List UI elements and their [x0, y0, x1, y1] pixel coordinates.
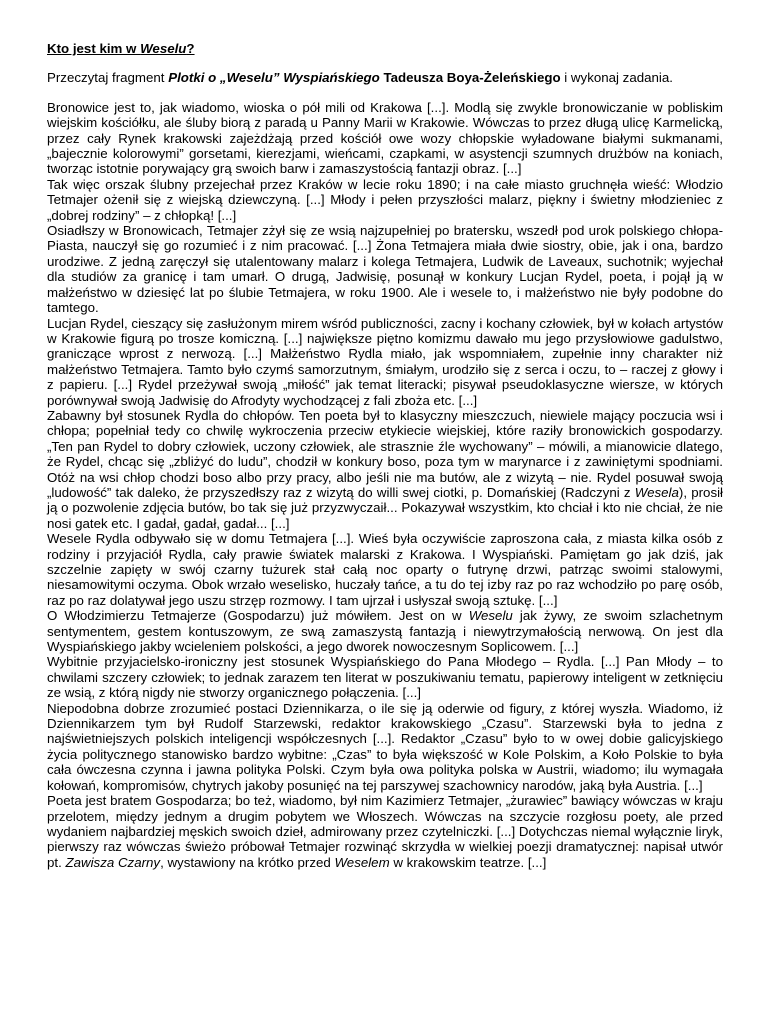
- paragraph: Zabawny był stosunek Rydla do chłopów. Ten poeta był to klasyczny mieszczuch, niewiele mający poczucia wsi i chłopa; popełniał tedy co chwilę wykroczenia przeciw etykiecie wiejskiej, które raziły bronowickich gospodarzy. „Ten pan Rydel to dobry człowiek, uczony człowiek, ale strasznie źle wychowany” – mówili, a mianowicie dlatego, że Rydel, chcąc się „zbliżyć do ludu”, chodził w konkury boso, poza tym w marynarce i z zawiniętymi spodniami. Otóż na wsi chłop chodzi boso albo przy pracy, albo jeśli nie ma butów, ale z wizytą – nie. Rydel posuwał swoją „ludowość” tak daleko, że przyszedłszy raz z wizytą do willi swej ciotki, p. Domańskiej (Radczyni z Wesela), prosił ją o pozwolenie zdjęcia butów, bo tak się już przyzwyczaił... Pokazywał wszystkim, kto chciał i kto nie chciał, że nie nosi gatek etc. I gadał, gadał, gadał... [...]: [47, 407, 724, 531]
- paragraph: Niepodobna dobrze zrozumieć postaci Dziennikarza, o ile się ją oderwie od figury, z której wyszła. Wiadomo, iż Dziennikarzem tym był Rudolf Starzewski, redaktor krakowskiego „Czasu”. Starzewski była to jedna z najświetniejszych polskich inteligencji współczesnych [...]. Redaktor „Czasu” było to w owej dobie galicyjskiego życia politycznego stanowisko bardzo wybitne: „Czas” to była większość w Kole Polskim, a Koło Polskie to była cała ówczesna czynna i jawna polityka Polski. Czym była owa polityka polska w Austrii, wiadomo; ilu wymagała kołowań, kompromisów, chytrych jakoby posunięć na tej parszywej szachownicy narodów, jaką była Austria. [...]: [47, 700, 723, 793]
- paragraph: Bronowice jest to, jak wiadomo, wioska o pół mili od Krakowa [...]. Modlą się zwykle bronowiczanie w pobliskim wiejskim kościółku, ale śluby biorą z paradą u Panny Marii w Krakowie. Wówczas to przez długą ulicę Karmelicką, przez cały Rynek krakowski zajeżdżają przed kościół owe wozy chłopskie wyładowane białymi sukmanami, „bajecznie kolorowymi” gorsetami, kierezjami, wieńcami, czapkami, w asystencji szumnych drużbów na koniach, tworząc istotnie porywający grą swoich barw i zamaszystością fantazji obraz. [...]: [47, 99, 723, 177]
- paragraph: O Włodzimierzu Tetmajerze (Gospodarzu) już mówiłem. Jest on w Weselu jak żywy, ze swoim szlachetnym sentymentem, gestem kontuszowym, ze swą zamaszystą fantazją i niewytrzymałością nerwową. On jest dla Wyspiańskiego jakby wcieleniem polskości, a jego dworek nowoczesnym Soplicowem. [...]: [47, 608, 723, 655]
- title-prefix: Kto jest kim w: [47, 41, 141, 56]
- paragraph: Poeta jest bratem Gospodarza; bo też, wiadomo, był nim Kazimierz Tetmajer, „żurawiec” bawiący wówczas w kraju przelotem, między jednym a drugim pobytem we Włoszech. Wówczas na szczycie rozgłosu poety, ale przed wydaniem najbardziej męskich swoich dzieł, admirowany przez czytelniczki. [...] Dotychczas niemal wyłącznie liryk, pierwszy raz wówczas świeżo próbował Tetmajer rozwinąć skrzydła w wielkiej poezji dramatycznej: napisał utwór pt. Zawisza Czarny, wystawiony na krótko przed Weselem w krakowskim teatrze. [...]: [47, 793, 723, 870]
- paragraph: Tak więc orszak ślubny przejechał przez Kraków w lecie roku 1890; i na całe miasto gruchnęła wieść: Włodzio Tetmajer ożenił się z wiejską dziewczyną. [...] Młody i pełen przyszłości malarz, piękny i świetny młodzieniec z „dobrej rodziny” – z chłopką! [...]: [47, 176, 723, 223]
- instruction-suffix: i wykonaj zadania.: [560, 70, 673, 86]
- instruction: [47, 70, 723, 85]
- document-page: [47, 41, 723, 870]
- document-title: [47, 41, 723, 56]
- excerpt: [47, 100, 723, 870]
- paragraph: Wybitnie przyjacielsko-ironiczny jest stosunek Wyspiańskiego do Pana Młodego – Rydla. [...] Pan Młody – to chwilami szczery człowiek; to jednak zarazem ten literat w poszukiwaniu tematu, papierowy inteligent w zetknięciu ze wsią, z którą nigdy nie stworzy organicznego połączenia. [...]: [47, 654, 723, 701]
- instruction-prefix: Przeczytaj fragment: [47, 70, 169, 86]
- title-work: Weselu: [140, 41, 187, 56]
- title-suffix: ?: [186, 41, 195, 56]
- paragraph: Lucjan Rydel, cieszący się zasłużonym mirem wśród publiczności, zacny i kochany człowiek, był w kołach artystów w Krakowie figurą po trosze komiczną. [...] największe piętno komizmu dawało mu jego przysłowiowe gadulstwo, graniczące wprost z nerwozą. [...] Małżeństwo Rydla miało, jak wspomniałem, zupełnie inny charakter niż małżeństwo Tetmajera. Tamto było czymś samorzutnym, śmiałym, urodziło się z serca i oczu, to – raczej z głowy i z papieru. [...] Rydel przeżywał swoją „miłość” jak temat literacki; pisywał pseudoklasyczne wiersze, w których porównywał swoją Jadwisię do Afrodyty wychodzącej z fali zboża etc. [...]: [47, 315, 723, 408]
- instruction-author: Tadeusza Boya-Żeleńskiego: [383, 70, 561, 86]
- paragraph: Osiadłszy w Bronowicach, Tetmajer zżył się ze wsią najzupełniej po bratersku, wszedł pod urok polskiego chłopa-Piasta, nauczył się go rozumieć i z nim pracować. [...] Żona Tetmajera miała dwie siostry, obie, jak i ona, bardzo urodziwe. Z jedną zaręczył się utalentowany malarz i kolega Tetmajera, Ludwik de Laveaux, suchotnik; wyjechał dla studiów za granicę i tam umarł. O drugą, Jadwisię, posunął w konkury Lucjan Rydel, poeta, i pojął ją w małżeństwo w dziesięć lat po ślubie Tetmajera, w roku 1900. Ale i wesele to, i małżeństwo nie były podobne do tamtego.: [47, 223, 723, 316]
- instruction-work-title: Plotki o „Weselu” Wyspiańskiego: [168, 70, 380, 86]
- paragraph: Wesele Rydla odbywało się w domu Tetmajera [...]. Wieś była oczywiście zaproszona cała, z miasta kilka osób z rodziny i przyjaciół Rydla, cały prawie światek malarski z Krakowa. I Wyspiański. Pamiętam go jak dziś, jak szczelnie zapięty w swój czarny tużurek stał całą noc oparty o futrynę drzwi, patrząc swoimi stalowymi, niesamowitymi oczyma. Obok wrzało weselisko, huczały tańce, a tu do tej izby raz po raz wchodziło po parę osób, raz po raz dolatywał jego uszu strzęp rozmowy. I tam ujrzał i usłyszał swoją sztukę. [...]: [47, 531, 723, 608]
